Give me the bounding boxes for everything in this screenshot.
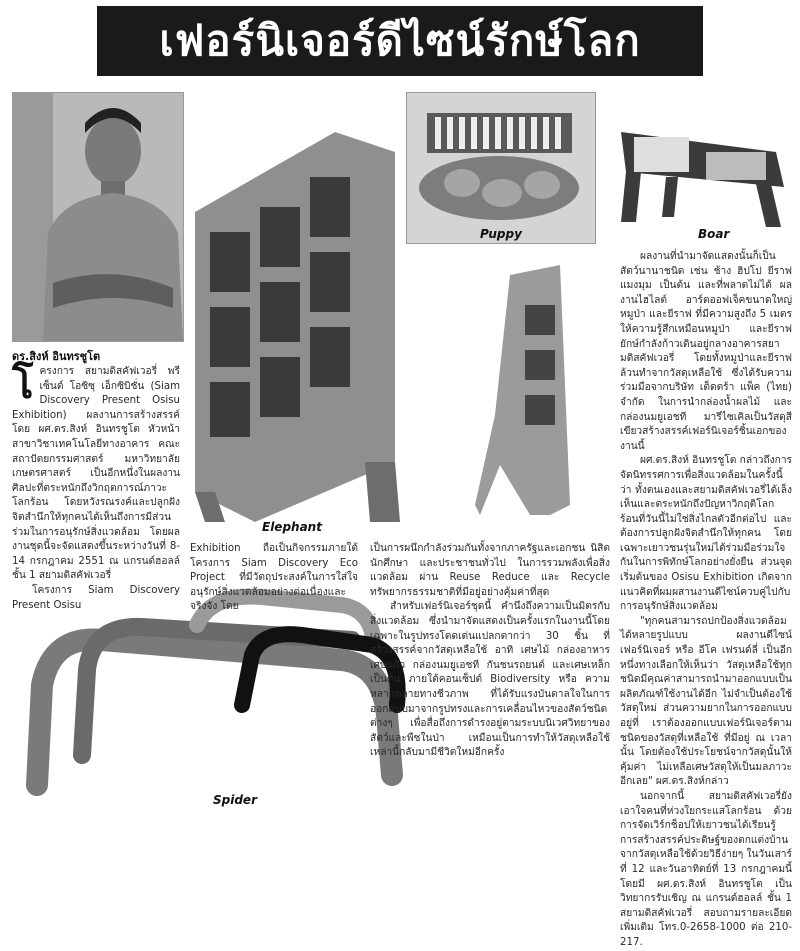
article-col3 <box>370 542 610 804</box>
portrait-caption: ดร.สิงห์ อินทรชูโต <box>12 350 101 363</box>
col2-para1: Exhibition ถือเป็นกิจกรรมภายใต้โครงการ Siam Discovery Eco Project ที่มีวัตถุประสงค์ในการใส่ใจอนุรักษ์สิ่งแวดล้อมอย่างต่อเนื่องและจริงจัง โดย <box>190 543 358 613</box>
elephant-photo <box>185 92 410 527</box>
spider-caption: Spider <box>213 793 257 807</box>
col3-para2: สำหรับเฟอร์นิเจอร์ชุดนี้ คำนึงถึงความเป็นมิตรกับสิ่งแวดล้อม ซึ่งนำมาจัดแสดงเป็นครั้งแรกในงานนี้โดยเฉพาะในรูปทรงโดดเด่นแปลกตากว่า 30 ชิ้น ที่สร้างสรรค์จากวัสดุเหลือใช้ อาทิ เศษไม้ กล่องอาหาร เศษแก้ว กล่องนมยูเอชที กันชนรถยนต์ และเศษเหล็ก เป็นต้น ภายใต้คอนเซ็ปต์ Biodiversity หรือ ความหลากหลายทางชีวภาพ ที่ได้รับแรงบันดาลใจในการออกแบบมาจากรูปทรงและการเคลื่อนไหวของสัตว์ชนิดต่างๆ เพื่อสื่อถึงการดำรงอยู่ตามระบบนิเวศวิทยาของสัตว์และพืชในป่า เหมือนเป็นการทำให้วัสดุเหลือใช้เหล่านี้กลับมามีชีวิตใหม่อีกครั้ง <box>370 601 610 759</box>
spider-photo <box>12 585 412 795</box>
article-col1 <box>12 362 180 611</box>
col4-para1: ผลงานที่นำมาจัดแสดงนั้นก็เป็นสัตว์นานาชนิด เช่น ช้าง ฮิปโป ยีราฟ แมงมุม เป็นต้น และที่พลาดไม่ได้ ผลงานไฮไลต์ อาร์ตออฟเจ็คขนาดใหญ่ หมูป่า และยีราฟ ที่มีความสูงถึง 5 เมตร ให้ความรู้สึกเหมือนหมูป่า และยีราฟยักษ์กำลังก้าวเดินอยู่กลางอาคารสยามดิสคัฟเวอรี่ โดยทั้งหมูป่าและยีราฟล้วนทำจากวัสดุเหลือใช้ ซึ่งได้รับความร่วมมือจากบริษัท เต็ดตร้า แพ็ค (ไทย) จำกัด ในการนำกล่องน้ำผลไม้ และกล่องนมยูเอชที มารีไซเคิลเป็นวัสดุสีเขียวสร้างสรรค์เฟอร์นิเจอร์ชิ้นเอกของงานนี้ <box>620 251 792 452</box>
portrait-photo <box>12 92 184 342</box>
article-col2 <box>190 542 358 613</box>
puppy-caption: Puppy <box>480 227 522 241</box>
headline: เฟอร์นิเจอร์ดีไซน์รักษ์โลก <box>97 6 703 76</box>
puppy-photo <box>406 92 596 244</box>
col4-para3: "ทุกคนสามารถปกป้องสิ่งแวดล้อมได้หลายรูปแบบ ผลงานดีไซน์เฟอร์นิเจอร์ หรือ อีโค เฟรนด์ลี่ เป็นอีกหนึ่งทางเลือกให้เห็นว่า วัสดุเหลือใช้ทุกชนิดมีคุณค่าสามารถนำมาออกแบบเป็นผลิตภัณฑ์ใช้งานได้อีก ไม่จำเป็นต้องใช้วัสดุใหม่ ส่วนความยากในการออกแบบอยู่ที่ เราต้องออกแบบเฟอร์นิเจอร์ตามชนิดของวัสดุที่เหลือใช้ ที่มีอยู่ ณ เวลานั้น โดยต้องใช้ประโยชน์จากวัสดุนั้นให้คุ้มค่า ไม่เหลือเศษวัสดุให้เป็นมลภาวะอีกเลย" ผศ.ดร.สิงห์กล่าว <box>620 615 792 788</box>
article-col4 <box>620 250 793 948</box>
elephant-caption: Elephant <box>262 520 322 534</box>
boar-caption: Boar <box>698 227 730 241</box>
col4-para4: นอกจากนี้ สยามดิสคัฟเวอรี่ยังเอาใจคนที่ห่วงใยกระแสโลกร้อน ด้วยการจัดเวิร์กช็อปให้เยาวชนได้เรียนรู้การสร้างสรรค์ประดิษฐ์ของตกแต่งบ้านจากวัสดุเหลือใช้ด้วยวิธีง่ายๆ ในวันเสาร์ที่ 12 และวันอาทิตย์ที่ 13 กรกฎาคมนี้ โดยมี ผศ.ดร.สิงห์ อินทรชูโต เป็นวิทยากรรับเชิญ ณ แกรนด์ฮอลล์ ชั้น 1 สยามดิสคัฟเวอรี่ สอบถามรายละเอียดเพิ่มเติม โทร.0-2658-1000 ต่อ 210-217. <box>620 790 792 948</box>
tall-shelf-photo <box>470 265 580 520</box>
col1-lead: ครงการ สยามดิสคัฟเวอรี่ พรีเซ็นต์ โอซิซุ เอ็กซิบิชั่น (Siam Discovery Present Osisu Exhibition) ผลงานการสร้างสรรค์โดย ผศ.ดร.สิงห์ อินทรชูโต หัวหน้าสาขาวิชาเทคโนโลยีทางอาคาร คณะสถาปัตยกรรมศาสตร์ มหาวิทยาลัยเกษตรศาสตร์ เป็นอีกหนึ่งในผลงานศิลปะที่ตระหนักถึงวิกฤตการณ์ภาวะโลกร้อน โดยหวังรณรงค์และปลูกฝังจิตสำนึกให้ทุกคนได้เห็นถึงการมีส่วนร่วมในการอนุรักษ์สิ่งแวดล้อม โดยผลงานชุดนี้จะจัดแสดงขึ้นระหว่างวันที่ 8-14 กรกฎาคม 2551 ณ แกรนด์ฮอลล์ ชั้น 1 สยามดิสคัฟเวอรี่ <box>12 366 180 582</box>
boar-photo <box>606 92 794 242</box>
col3-para1: เป็นการผนึกกำลังร่วมกันทั้งจากภาครัฐและเอกชน นิสิต นักศึกษา และประชาชนทั่วไป ในการรวมพลังเพื่อสิ่งแวดล้อม ผ่าน Reuse Reduce และ Recycle ทรัพยากรธรรมชาติที่มีอยู่อย่างคุ้มค่าที่สุด <box>370 543 610 598</box>
col4-para2: ผศ.ดร.สิงห์ อินทรชูโต กล่าวถึงการจัดนิทรรศการเพื่อสิ่งแวดล้อมในครั้งนี้ว่า ทั้งตนเองและสยามดิสคัฟเวอรี่ได้เล็งเห็นและตระหนักถึงปัญหาวิกฤติโลกร้อนที่วันนี้ไม่ใช่สิ่งไกลตัวอีกต่อไป และต้องการปลูกฝังจิตสำนึกให้ทุกคน โดยเฉพาะเยาวชนรุ่นใหม่ได้ร่วมมือร่วมใจกันในการพิทักษ์โลกอย่างยั่งยืน ส่วนจุดเริ่มต้นของ Osisu Exhibition เกิดจากแนวคิดที่ผมผสานงานดีไซน์ควบคู่ไปกับการอนุรักษ์สิ่งแวดล้อม <box>620 455 793 613</box>
drop-cap: โ <box>12 362 34 408</box>
col1-para2: โครงการ Siam Discovery Present Osisu <box>12 584 180 611</box>
